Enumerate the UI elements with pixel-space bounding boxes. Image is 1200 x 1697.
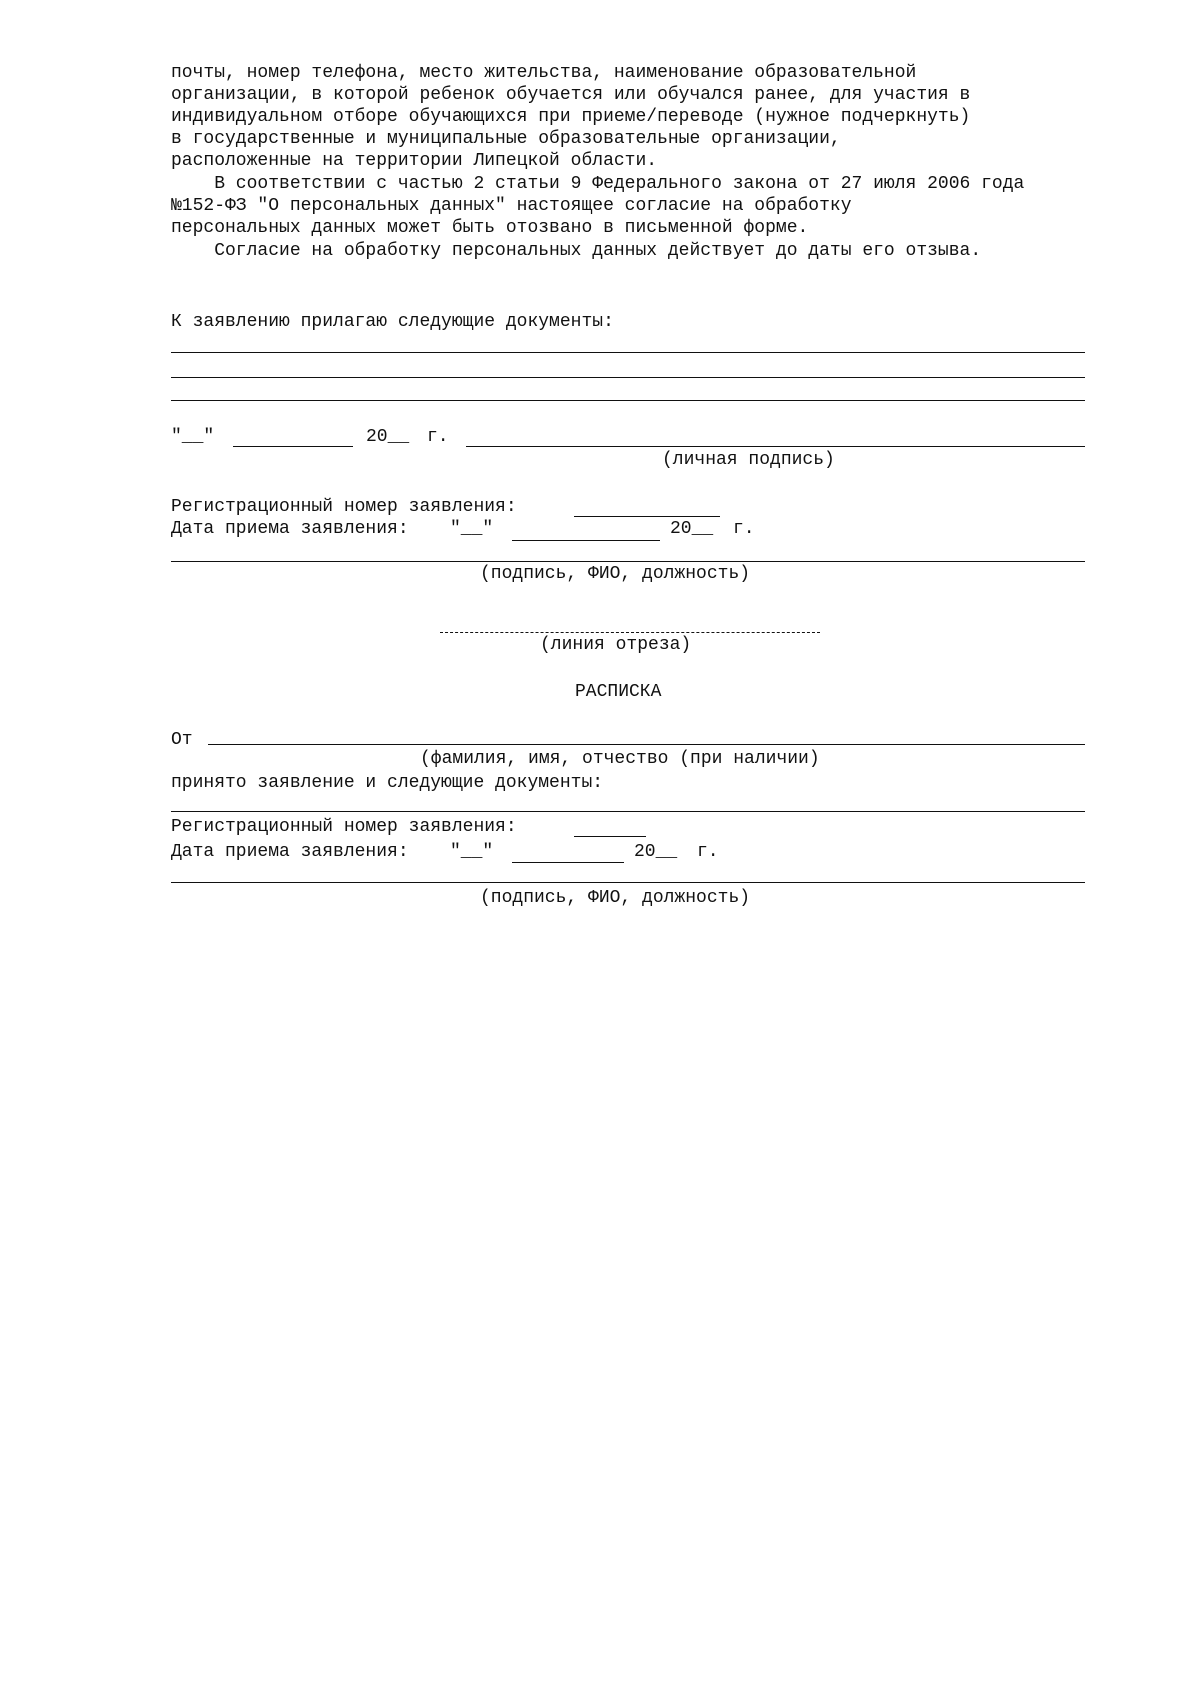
applicant-signature-field[interactable] bbox=[466, 446, 1085, 447]
attachments-heading: К заявлению прилагаю следующие документы: bbox=[171, 312, 614, 332]
consent-line-3: индивидуальном отборе обучающихся при приеме/переводе (нужное подчеркнуть) bbox=[171, 107, 971, 127]
receipt-date-year: 20__ bbox=[634, 842, 678, 862]
consent-line-8: персональных данных может быть отозвано в письменной форме. bbox=[171, 218, 809, 238]
reg-date-label: Дата приема заявления: bbox=[171, 519, 409, 539]
receipt-name-field[interactable] bbox=[208, 744, 1085, 745]
consent-line-6: В соответствии с частью 2 статьи 9 Федерального закона от 27 июля 2006 года bbox=[171, 174, 1025, 194]
consent-line-4: в государственные и муниципальные образовательные организации, bbox=[171, 129, 841, 149]
receipt-official-signature-field[interactable] bbox=[171, 882, 1085, 883]
reg-date-day: "__" bbox=[450, 519, 494, 539]
receipt-name-caption: (фамилия, имя, отчество (при наличии) bbox=[420, 749, 820, 769]
signature-date-month-field[interactable] bbox=[233, 446, 353, 447]
attachment-line-3[interactable] bbox=[171, 400, 1085, 401]
reg-date-year-suffix: г. bbox=[733, 519, 755, 539]
signature-date-year: 20__ bbox=[366, 427, 410, 447]
receipt-date-year-suffix: г. bbox=[697, 842, 719, 862]
cut-line bbox=[440, 632, 820, 633]
consent-line-7: №152-ФЗ "О персональных данных" настоящее согласие на обработку bbox=[171, 196, 852, 216]
attachment-line-1[interactable] bbox=[171, 352, 1085, 353]
attachment-line-2[interactable] bbox=[171, 377, 1085, 378]
receipt-date-day: "__" bbox=[450, 842, 494, 862]
receipt-reg-number-field[interactable] bbox=[574, 836, 646, 837]
receipt-date-month-field[interactable] bbox=[512, 862, 624, 863]
consent-line-1: почты, номер телефона, место жительства, наименование образовательной bbox=[171, 63, 917, 83]
official-signature-field[interactable] bbox=[171, 561, 1085, 562]
consent-line-2: организации, в которой ребенок обучается или обучался ранее, для участия в bbox=[171, 85, 971, 105]
applicant-signature-caption: (личная подпись) bbox=[662, 450, 835, 470]
reg-number-label: Регистрационный номер заявления: bbox=[171, 497, 517, 517]
receipt-from-label: От bbox=[171, 730, 193, 750]
reg-date-month-field[interactable] bbox=[512, 540, 660, 541]
receipt-official-signature-caption: (подпись, ФИО, должность) bbox=[480, 888, 751, 908]
consent-line-9: Согласие на обработку персональных данных действует до даты его отзыва. bbox=[171, 241, 982, 261]
official-signature-caption: (подпись, ФИО, должность) bbox=[480, 564, 751, 584]
receipt-title: РАСПИСКА bbox=[575, 682, 662, 702]
reg-number-field[interactable] bbox=[574, 516, 720, 517]
signature-date-year-suffix: г. bbox=[427, 427, 449, 447]
cut-line-caption: (линия отреза) bbox=[540, 635, 692, 655]
receipt-documents-field[interactable] bbox=[171, 811, 1085, 812]
receipt-reg-number-label: Регистрационный номер заявления: bbox=[171, 817, 517, 837]
signature-date-day: "__" bbox=[171, 427, 215, 447]
reg-date-year: 20__ bbox=[670, 519, 714, 539]
receipt-date-label: Дата приема заявления: bbox=[171, 842, 409, 862]
receipt-accepted-text: принято заявление и следующие документы: bbox=[171, 773, 604, 793]
consent-line-5: расположенные на территории Липецкой области. bbox=[171, 151, 658, 171]
